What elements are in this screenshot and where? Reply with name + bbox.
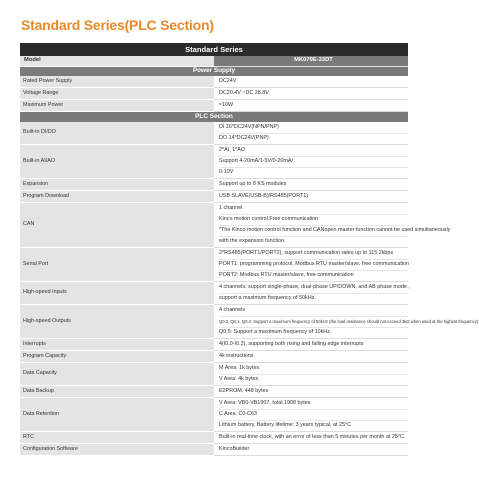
- spec-row: [20, 202, 408, 247]
- spec-value-line: PORT1: programming protocol, Modbus RTU master/slave, free communication: [219, 259, 408, 270]
- spec-row: [20, 443, 408, 455]
- spec-value: [214, 76, 408, 88]
- spec-value-line: DI 16*DC24V(NPN/PNP): [219, 123, 279, 130]
- spec-value-line: support a maximum frequency of 50kHz.: [219, 293, 408, 304]
- spec-row: [20, 281, 408, 304]
- spec-label: Rated Power Supply: [20, 76, 214, 88]
- spec-label: High-speed Outputs: [20, 304, 214, 338]
- power-section-row: [20, 66, 408, 76]
- spec-label: Expansion: [20, 178, 214, 190]
- spec-label: Maximum Power: [20, 100, 214, 112]
- spec-label: RTC: [20, 431, 214, 443]
- spec-value-line: KincoBuilder: [219, 445, 250, 452]
- spec-row: [20, 76, 408, 88]
- plc-section-row: [20, 112, 408, 122]
- model-value: MK070E-33DT: [214, 56, 408, 66]
- spec-value: [214, 202, 451, 247]
- spec-value-line: Support 4-20mA/1-5V/0-20mA/: [219, 156, 408, 167]
- spec-value-line: Kinco motion control,Free communication: [219, 214, 408, 225]
- spec-value-line: Lithium battery, Battery lifetime: 3 years typical, at 25°C: [219, 420, 408, 431]
- table-header: Standard Series: [20, 43, 408, 56]
- spec-value: [214, 304, 479, 338]
- spec-value-line: 2*RS485(PORT1/PORT2), support communication rates up to 115.2kbps: [219, 249, 394, 256]
- spec-label: Program Capacity: [20, 350, 214, 362]
- spec-row: [20, 362, 408, 385]
- spec-row: [20, 190, 408, 202]
- spec-value-line: Q0.5: Support a maximum frequency of 10kHz.: [219, 327, 408, 338]
- spec-value-line: DO 14*DC24V(PNP): [219, 133, 408, 144]
- spec-row: [20, 122, 408, 145]
- spec-label: Interrupts: [20, 338, 214, 350]
- spec-row: [20, 178, 408, 190]
- spec-table: [20, 43, 479, 456]
- spec-row: [20, 350, 408, 362]
- spec-value-line: Q0.0, Q0.1, Q0.4: Support a maximum frequency of 50kHz (the load resistance should not exceed 3kΩ when used at the highest frequency).: [219, 316, 408, 327]
- spec-row: [20, 247, 408, 281]
- spec-label: Built-in DI/DO: [20, 122, 214, 145]
- spec-row: [20, 304, 408, 338]
- spec-value: [214, 338, 408, 350]
- model-row: [20, 56, 408, 66]
- spec-label: CAN: [20, 202, 214, 247]
- spec-label: Voltage Range: [20, 88, 214, 100]
- spec-value-line: 2*AI, 1*AO: [219, 146, 246, 153]
- spec-value: [214, 178, 408, 190]
- spec-row: [20, 397, 408, 431]
- spec-label: Data Retention: [20, 397, 214, 431]
- model-label: Model: [20, 56, 214, 66]
- spec-value-line: Support up to 8 KS modules: [219, 180, 287, 187]
- spec-row: [20, 144, 408, 178]
- spec-value-line: *The Kinco motion control function and CANopen master function cannot be used simultaneously: [219, 225, 408, 236]
- spec-value-line: V Area: 4k bytes: [219, 374, 408, 385]
- spec-value: [214, 443, 408, 455]
- spec-value-line: M Area: 1k bytes: [219, 364, 260, 371]
- spec-row: [20, 88, 408, 100]
- spec-value: [214, 431, 408, 443]
- spec-value: [214, 397, 408, 431]
- spec-value-line: 4(I0.0-I0.3), supporting both rising and falling edge interrupts: [219, 340, 364, 347]
- spec-value-line: 0-10V: [219, 167, 408, 178]
- spec-value-line: V Area: VB0-VB1907, total 1908 bytes: [219, 399, 311, 406]
- section-header-plc: PLC Section: [20, 112, 408, 122]
- spec-value: [214, 190, 408, 202]
- spec-row: [20, 385, 408, 397]
- spec-value: [214, 281, 408, 304]
- spec-label: Program Download: [20, 190, 214, 202]
- spec-value: [214, 88, 408, 100]
- spec-value: [214, 362, 408, 385]
- spec-label: Data Capacity: [20, 362, 214, 385]
- spec-value: [214, 385, 408, 397]
- table-header-row: [20, 43, 408, 56]
- spec-value-line: 1 channel: [219, 204, 243, 211]
- spec-row: [20, 100, 408, 112]
- spec-value: [214, 144, 408, 178]
- spec-value-line: E2PROM, 448 bytes: [219, 387, 269, 394]
- spec-value-line: 4k instructions: [219, 352, 254, 359]
- spec-value-line: DC20.4V ~DC 28.8V: [219, 90, 269, 97]
- spec-value-line: USB SLAVE(USB-B)/RS485(PORT1): [219, 192, 309, 199]
- spec-value-line: 4 channels: [219, 306, 246, 313]
- spec-value: [214, 122, 408, 145]
- spec-value-line: Built-in real-time clock, with an error of less than 5 minutes per month at 25°C.: [219, 433, 406, 440]
- spec-value-line: C Area: C0-C63: [219, 409, 408, 420]
- section-header-power: Power Supply: [20, 66, 408, 76]
- spec-value-line: with the expansion function.: [219, 236, 408, 247]
- spec-value-line: 4 channels, support single-phase, dual-phase UP/DOWN, and AB phase mode ,: [219, 283, 410, 290]
- page-title: Standard Series(PLC Section): [21, 17, 214, 33]
- spec-value: [214, 247, 408, 281]
- spec-label: Data Backup: [20, 385, 214, 397]
- spec-value: [214, 100, 408, 112]
- spec-label: High-speed Inputs: [20, 281, 214, 304]
- spec-value-line: DC24V: [219, 78, 237, 85]
- spec-label: Built-in AI/AO: [20, 144, 214, 178]
- spec-value: [214, 350, 408, 362]
- spec-value-line: PORT2: Modbus RTU master/slave, free communication: [219, 270, 408, 281]
- spec-label: Configuration Software: [20, 443, 214, 455]
- spec-row: [20, 338, 408, 350]
- spec-value-line: ≈10W: [219, 102, 234, 109]
- spec-row: [20, 431, 408, 443]
- spec-label: Serial Port: [20, 247, 214, 281]
